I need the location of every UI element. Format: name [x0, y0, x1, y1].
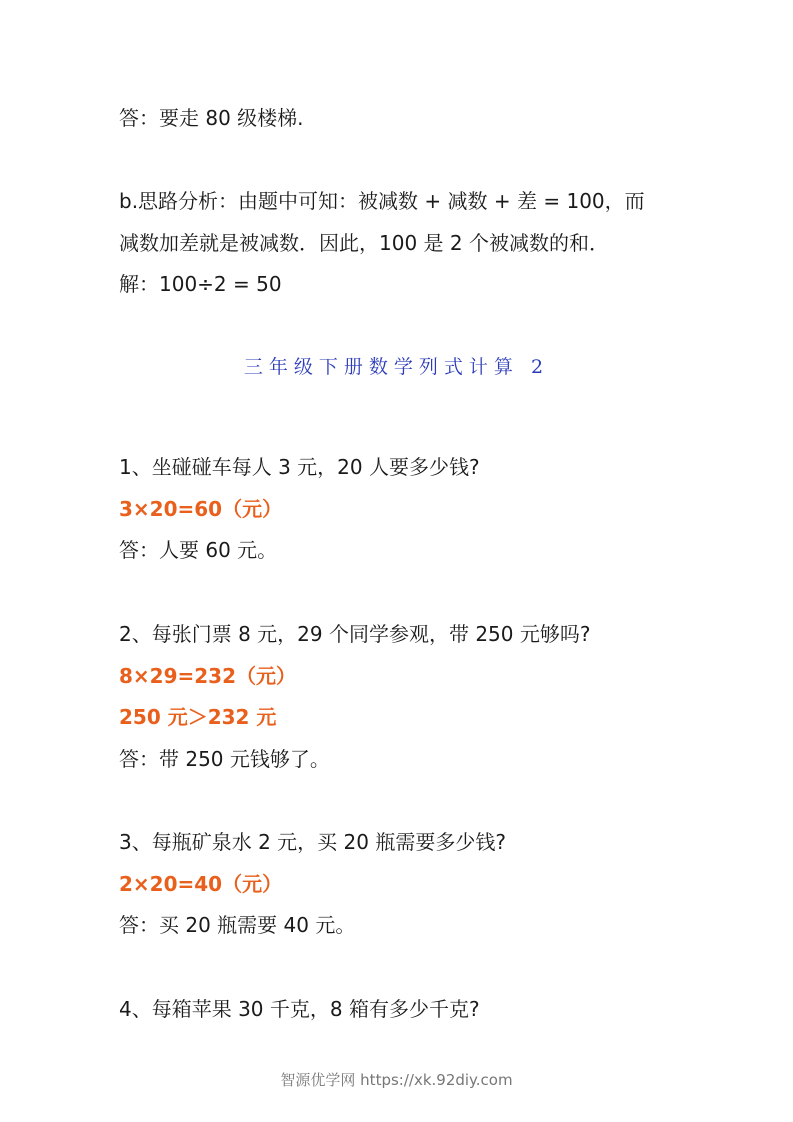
problem-4-question: 4、每箱苹果 30 千克，8 箱有多少千克?: [119, 997, 480, 1021]
footer-watermark: 智源优学网 https://xk.92diy.com: [280, 1071, 513, 1089]
analysis-line-1: b.思路分析：由题中可知：被减数 + 减数 + 差 = 100，而: [119, 189, 645, 213]
prev-answer: 答：要走 80 级楼梯.: [119, 106, 304, 130]
problem-2-answer: 答：带 250 元钱够了。: [119, 747, 330, 771]
solution-line: 解：100÷2 = 50: [119, 272, 282, 296]
problem-2-calc-2: 250 元＞232 元: [119, 705, 277, 729]
problem-2-question: 2、每张门票 8 元，29 个同学参观，带 250 元够吗?: [119, 622, 591, 646]
problem-3-answer: 答：买 20 瓶需要 40 元。: [119, 913, 356, 937]
analysis-line-2: 减数加差就是被减数．因此，100 是 2 个被减数的和．: [119, 231, 609, 255]
problem-3-question: 3、每瓶矿泉水 2 元，买 20 瓶需要多少钱?: [119, 830, 506, 854]
problem-1-question: 1、坐碰碰车每人 3 元，20 人要多少钱?: [119, 455, 480, 479]
problem-3-calc: 2×20=40（元）: [119, 872, 283, 896]
problem-1-calc: 3×20=60（元）: [119, 497, 283, 521]
section-title: 三年级下册数学列式计算 2: [243, 356, 550, 378]
problem-2-calc-1: 8×29=232（元）: [119, 664, 297, 688]
problem-1-answer: 答：人要 60 元。: [119, 538, 278, 562]
